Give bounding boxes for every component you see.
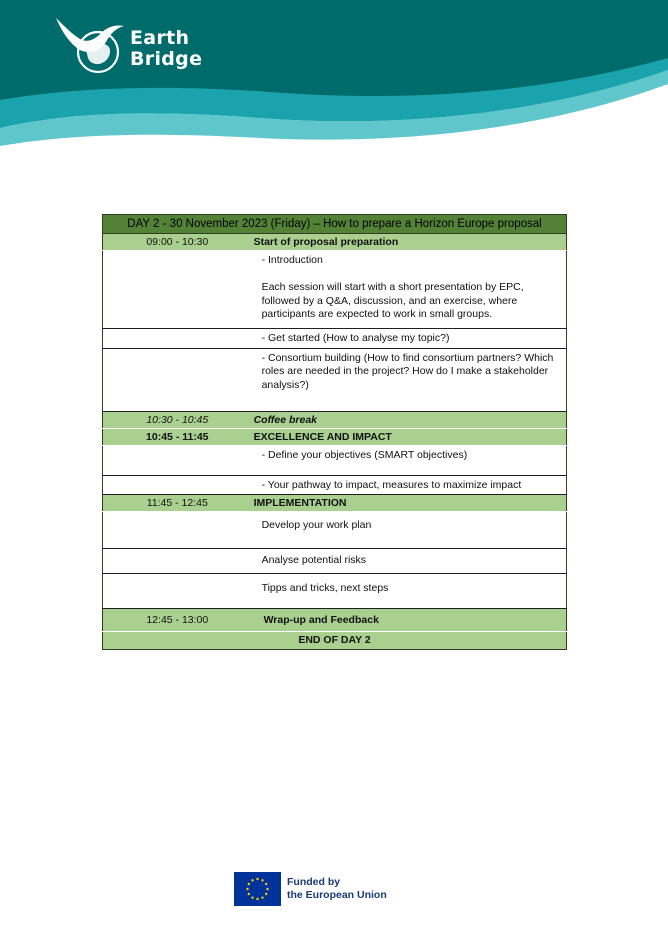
session-row xyxy=(103,495,567,512)
session-topic: Wrap-up and Feedback xyxy=(252,609,567,632)
eu-star xyxy=(248,893,250,895)
item-topic: - Define your objectives (SMART objectives) xyxy=(252,445,567,475)
item-topic: Develop your work plan xyxy=(252,512,567,549)
session-topic: Coffee break xyxy=(252,411,567,428)
agenda-title: DAY 2 - 30 November 2023 (Friday) – How to prepare a Horizon Europe proposal xyxy=(103,215,567,234)
eu-star xyxy=(256,898,258,900)
funded-line2: the European Union xyxy=(287,889,387,901)
item-topic: Analyse potential risks xyxy=(252,549,567,574)
agenda-title-row xyxy=(103,215,567,234)
eu-star xyxy=(251,896,253,898)
session-time: 10:45 - 11:45 xyxy=(103,428,252,445)
item-time xyxy=(103,348,252,411)
eu-star xyxy=(265,893,267,895)
agenda-item-row xyxy=(103,348,567,411)
session-time: 11:45 - 12:45 xyxy=(103,495,252,512)
eu-star xyxy=(256,878,258,880)
item-topic: - Get started (How to analyse my topic?) xyxy=(252,329,567,349)
eu-star xyxy=(266,888,268,890)
agenda-item-row xyxy=(103,445,567,475)
session-row xyxy=(103,234,567,251)
item-time xyxy=(103,574,252,609)
eu-funding-footer xyxy=(234,872,404,908)
eu-star xyxy=(248,883,250,885)
eu-star xyxy=(261,879,263,881)
session-row xyxy=(103,411,567,428)
item-time xyxy=(103,445,252,475)
end-of-day-row xyxy=(103,632,567,650)
eu-star xyxy=(265,883,267,885)
agenda-item-row xyxy=(103,475,567,495)
item-time xyxy=(103,475,252,495)
item-topic: - Your pathway to impact, measures to maximize impact xyxy=(252,475,567,495)
end-of-day-label: END OF DAY 2 xyxy=(103,632,567,650)
item-time xyxy=(103,512,252,549)
agenda-item-row xyxy=(103,251,567,329)
session-topic: IMPLEMENTATION xyxy=(252,495,567,512)
brand-name-line1: Earth xyxy=(130,27,190,49)
agenda-item-row xyxy=(103,329,567,349)
session-topic: EXCELLENCE AND IMPACT xyxy=(252,428,567,445)
eu-star xyxy=(246,888,248,890)
item-topic: Tipps and tricks, next steps xyxy=(252,574,567,609)
item-time xyxy=(103,549,252,574)
funded-by-text xyxy=(287,876,387,902)
session-time: 09:00 - 10:30 xyxy=(103,234,252,251)
item-topic: - Consortium building (How to find consortium partners? Which roles are needed in the project? How do I make a stakeholder analysis?) xyxy=(252,348,567,411)
session-row xyxy=(103,428,567,445)
session-topic: Start of proposal preparation xyxy=(252,234,567,251)
session-time: 12:45 - 13:00 xyxy=(103,609,252,632)
eu-star xyxy=(251,879,253,881)
agenda-item-row xyxy=(103,574,567,609)
item-topic: - Introduction Each session will start with a short presentation by EPC, followed by a Q&A, discussion, and an exercise, where participants are expected to work in small groups. xyxy=(252,251,567,329)
session-time: 10:30 - 10:45 xyxy=(103,411,252,428)
brand-name-line2: Bridge xyxy=(130,48,203,70)
session-row xyxy=(103,609,567,632)
eu-star xyxy=(261,896,263,898)
brand-logo-text xyxy=(130,28,202,70)
bird-globe-icon xyxy=(52,14,128,76)
agenda-item-row xyxy=(103,549,567,574)
item-time xyxy=(103,329,252,349)
agenda-table xyxy=(102,214,567,650)
funded-line1: Funded by xyxy=(287,876,341,888)
agenda-item-row xyxy=(103,512,567,549)
item-time xyxy=(103,251,252,329)
eu-flag-icon xyxy=(234,872,281,906)
